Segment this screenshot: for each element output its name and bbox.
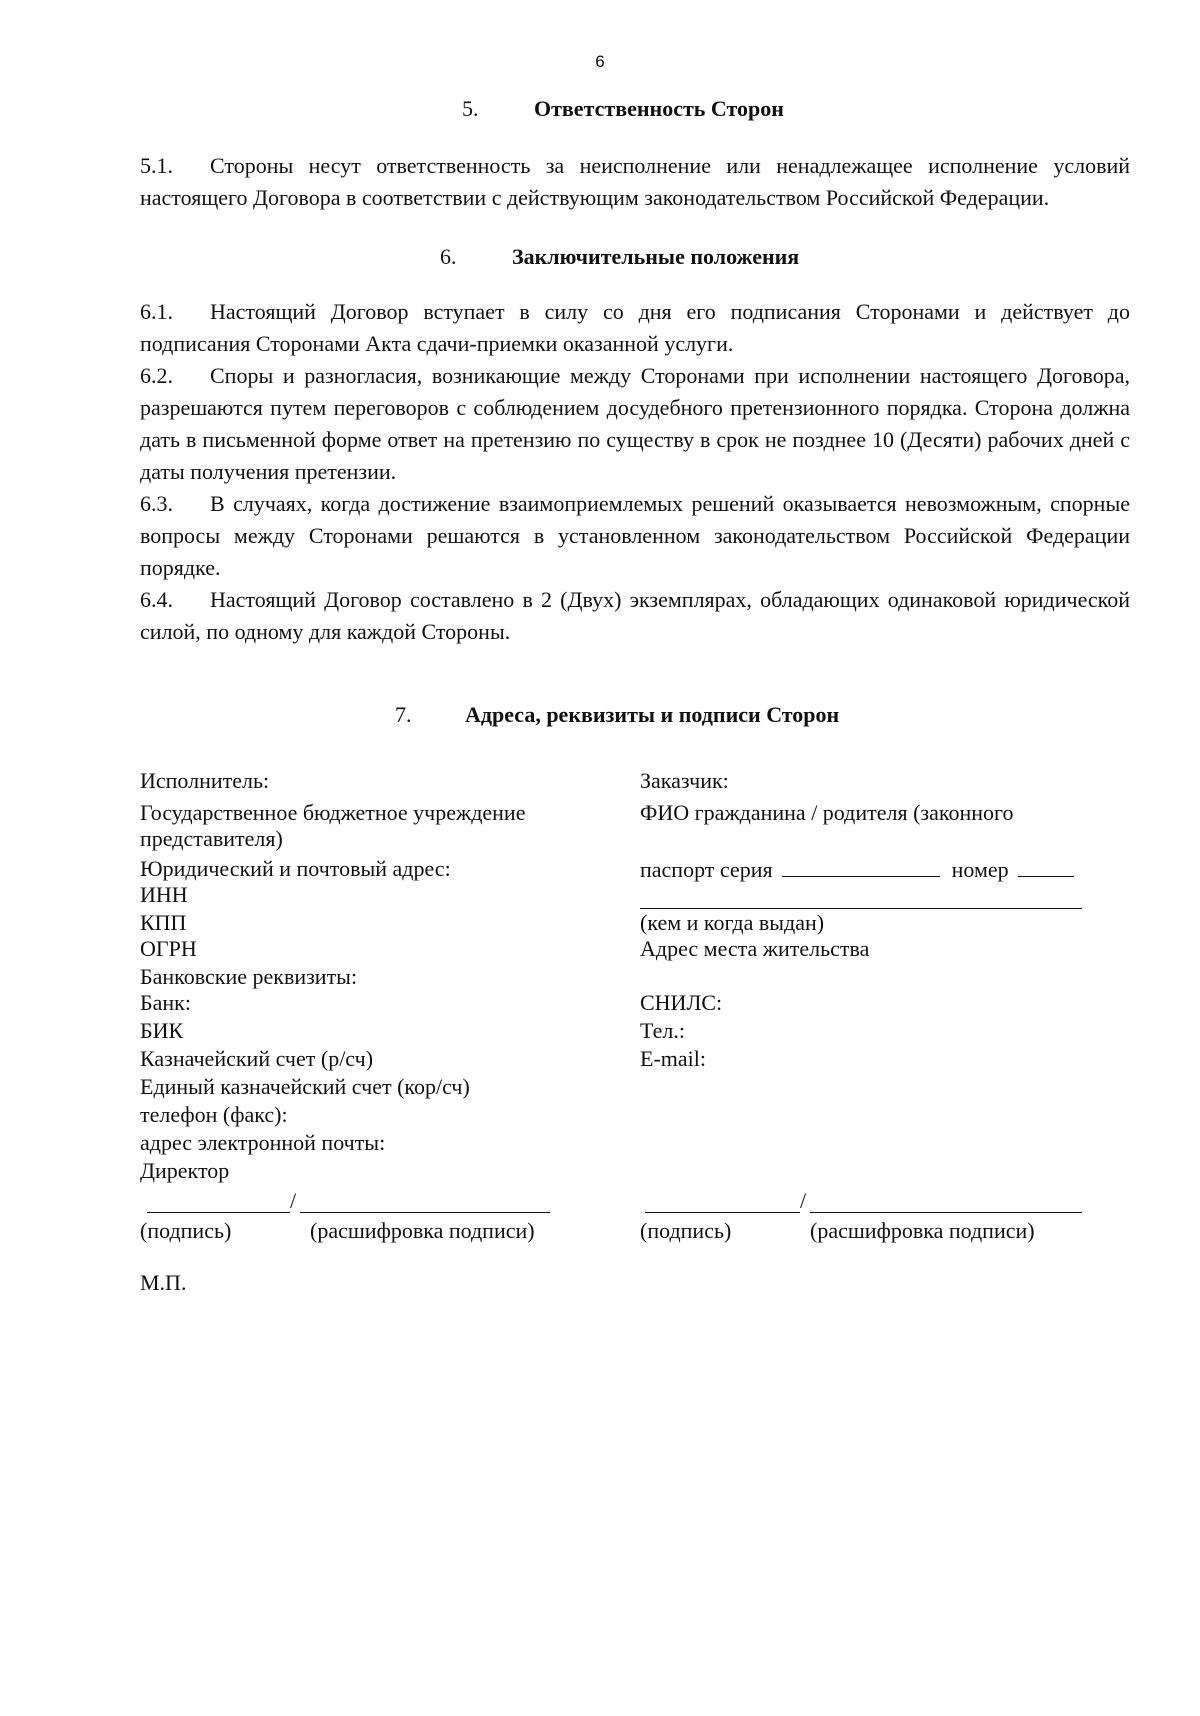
paragraph-5-1-number: 5.1.: [140, 153, 173, 178]
section-6-heading: [440, 244, 799, 270]
customer-signature-slash: /: [800, 1188, 807, 1213]
customer-passport-series-label: паспорт серия: [640, 857, 773, 882]
paragraph-6-3-number: 6.3.: [140, 491, 173, 516]
section-6-number: 6.: [440, 244, 457, 269]
section-5-heading: [462, 96, 784, 122]
section-5-number: 5.: [462, 96, 479, 121]
executor-address: Юридический и почтовый адрес:: [140, 856, 451, 881]
executor-single-treasury-account: Единый казначейский счет (кор/сч): [140, 1074, 470, 1099]
customer-passport-number-label: номер: [951, 857, 1009, 882]
paragraph-6-3-text: В случаях, когда достижение взаимоприемлемых решений оказывается невозможным, спорные вопросы между Сторонами решаются в установленном законодательством Российской Федерации порядке.: [140, 491, 1130, 580]
paragraph-5-1-text: Стороны несут ответственность за неисполнение или ненадлежащее исполнение условий настоящего Договора в соответствии с действующим законодательством Российской Федерации.: [140, 153, 1130, 210]
executor-bank-details: Банковские реквизиты:: [140, 964, 358, 989]
executor-org-line-1: Государственное бюджетное учреждение: [140, 800, 526, 825]
customer-decoding-line: [810, 1212, 1082, 1213]
customer-passport-row: [640, 856, 1074, 883]
executor-kpp: КПП: [140, 910, 187, 935]
executor-inn: ИНН: [140, 882, 188, 907]
paragraph-6-2: [140, 360, 1130, 488]
section-6-title: Заключительные положения: [512, 244, 800, 269]
paragraph-6-4: [140, 584, 1130, 648]
customer-signature-line: [645, 1212, 800, 1213]
executor-email: адрес электронной почты:: [140, 1130, 386, 1155]
paragraph-6-3: [140, 488, 1130, 584]
executor-signature-line: [147, 1212, 290, 1213]
section-5-title: Ответственность Сторон: [534, 96, 784, 121]
executor-signature-slash: /: [290, 1188, 297, 1213]
paragraph-6-2-text: Споры и разногласия, возникающие между Сторонами при исполнении настоящего Договора, разрешаются путем переговоров с соблюдением досудебного претензионного порядка. Сторона должна дать в письменной форме ответ на претензию по существу в срок не позднее 10 (Десяти) рабочих дней с даты получения претензии.: [140, 363, 1130, 484]
customer-snils: СНИЛС:: [640, 990, 723, 1015]
passport-series-blank[interactable]: [782, 856, 940, 877]
passport-issued-blank[interactable]: [640, 908, 1082, 909]
executor-org-line-2: представителя): [140, 826, 283, 851]
customer-signature-caption: (подпись): [640, 1218, 732, 1243]
customer-residence-address: Адрес места жительства: [640, 936, 870, 961]
executor-decoding-caption: (расшифровка подписи): [310, 1218, 535, 1243]
section-7-title: Адреса, реквизиты и подписи Сторон: [465, 702, 840, 727]
page-number: 6: [595, 52, 605, 71]
paragraph-6-1: [140, 296, 1130, 360]
section-7-heading: [395, 702, 839, 728]
paragraph-5-1: [140, 150, 1130, 214]
passport-number-blank[interactable]: [1018, 856, 1074, 877]
executor-treasury-account: Казначейский счет (р/сч): [140, 1046, 374, 1071]
executor-decoding-line: [300, 1212, 550, 1213]
executor-signature-caption: (подпись): [140, 1218, 232, 1243]
paragraph-6-4-number: 6.4.: [140, 587, 173, 612]
customer-issued-by: (кем и когда выдан): [640, 910, 825, 935]
paragraph-6-1-text: Настоящий Договор вступает в силу со дня его подписания Сторонами и действует до подписания Сторонами Акта сдачи-приемки оказанной услуги.: [140, 299, 1130, 356]
executor-ogrn: ОГРН: [140, 936, 197, 961]
section-7-number: 7.: [395, 702, 412, 727]
stamp-label: М.П.: [140, 1270, 187, 1295]
customer-phone: Тел.:: [640, 1018, 685, 1043]
executor-label: Исполнитель:: [140, 768, 270, 793]
paragraph-6-4-text: Настоящий Договор составлено в 2 (Двух) экземплярах, обладающих одинаковой юридической силой, по одному для каждой Стороны.: [140, 587, 1130, 644]
customer-email: E-mail:: [640, 1046, 706, 1071]
executor-bik: БИК: [140, 1018, 184, 1043]
customer-decoding-caption: (расшифровка подписи): [810, 1218, 1035, 1243]
paragraph-6-2-number: 6.2.: [140, 363, 173, 388]
paragraph-6-1-number: 6.1.: [140, 299, 173, 324]
customer-fio: ФИО гражданина / родителя (законного: [640, 800, 1014, 825]
customer-label: Заказчик:: [640, 768, 729, 793]
executor-bank: Банк:: [140, 990, 191, 1015]
executor-director: Директор: [140, 1158, 230, 1183]
executor-phone: телефон (факс):: [140, 1102, 288, 1127]
